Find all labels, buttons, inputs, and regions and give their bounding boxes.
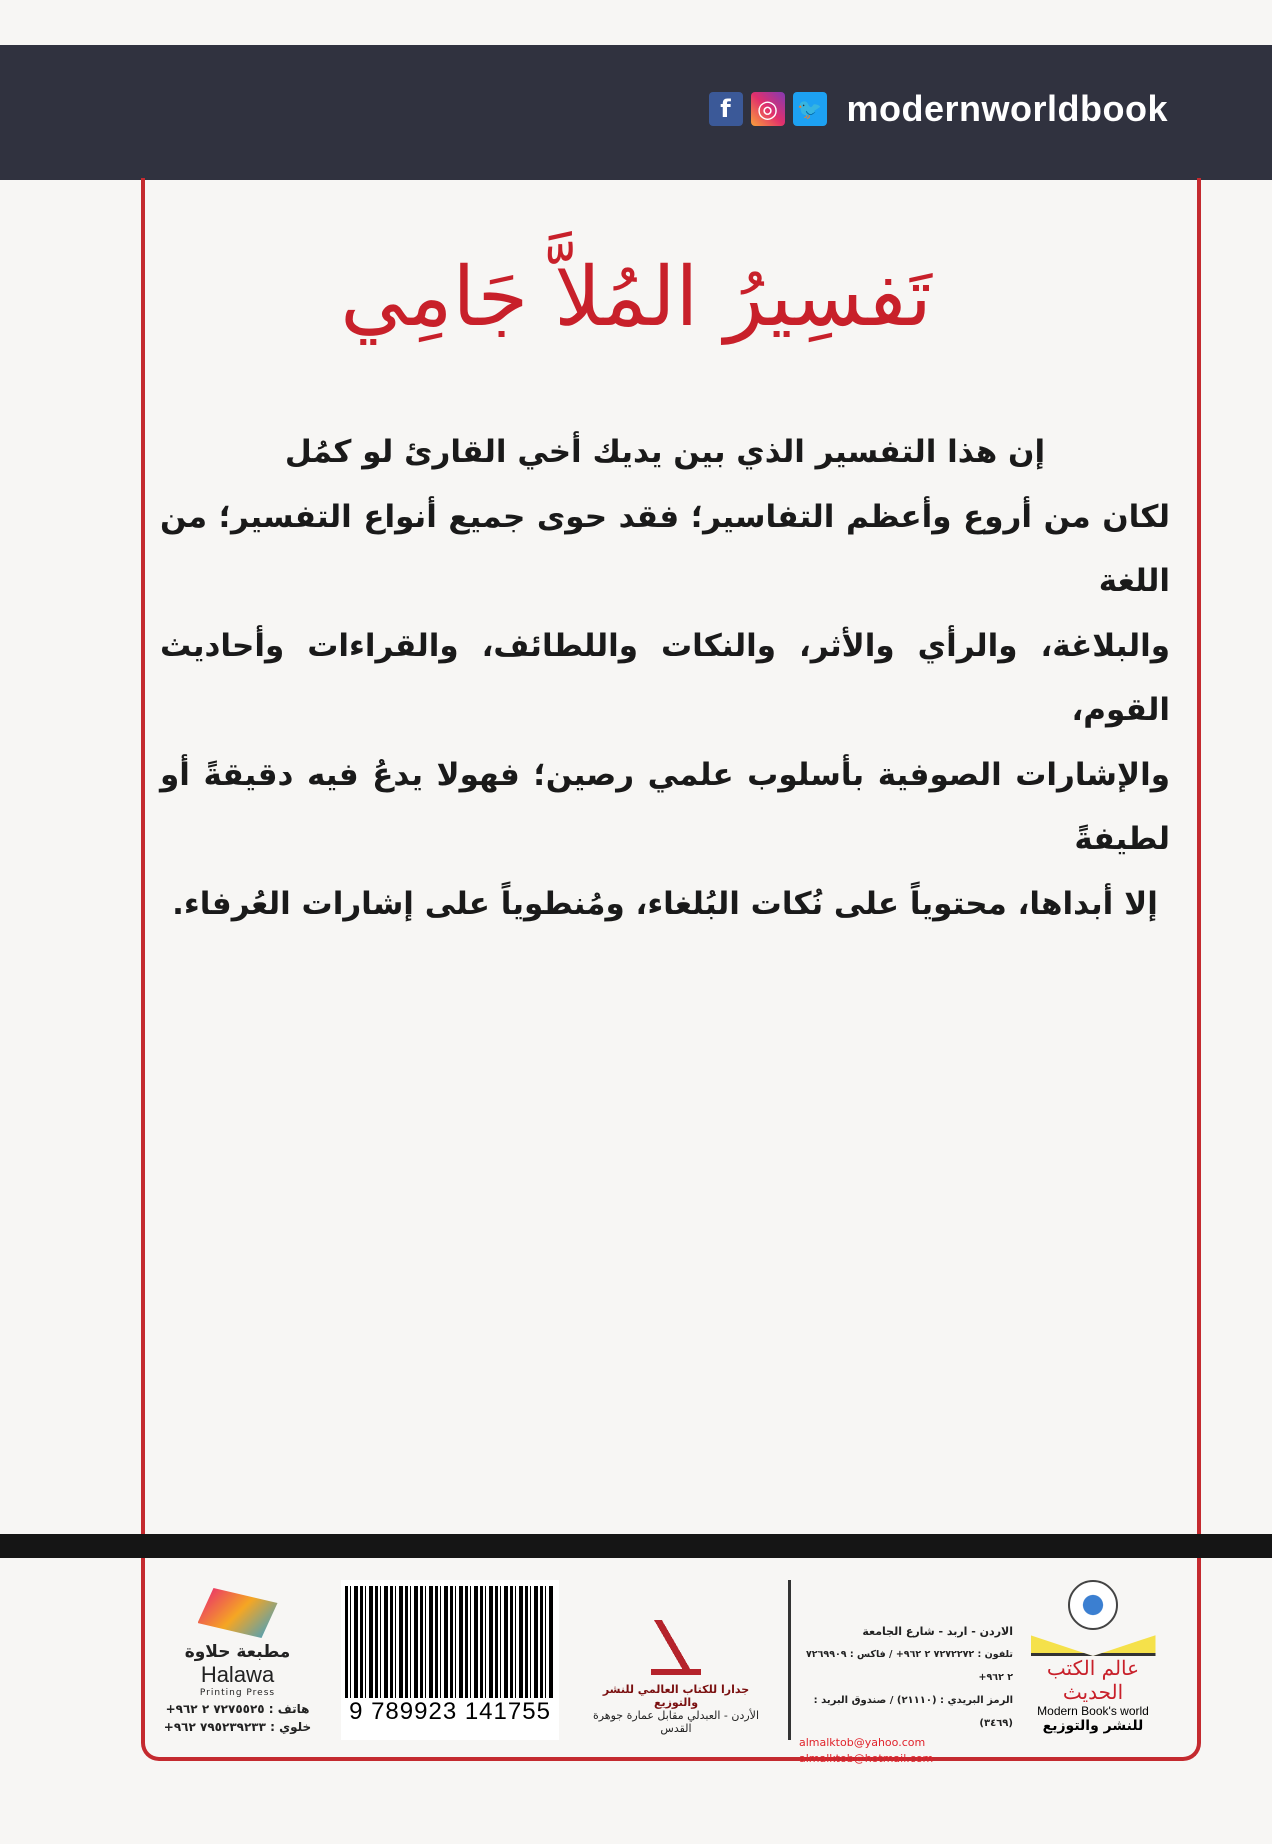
email-link[interactable]: almalktob@yahoo.com <box>799 1736 926 1749</box>
printer-sub: Printing Press <box>199 1688 276 1698</box>
book-title: تَفسِيرُ المُلاَّ جَامِي <box>340 250 932 345</box>
publisher-name-ar: عالم الكتب الحديث <box>1046 1656 1140 1704</box>
blurb-line: لكان من أروع وأعظم التفاسير؛ فقد حوى جميع أنواع التفسير؛ من اللغة <box>160 498 1170 599</box>
barcode <box>341 1580 559 1740</box>
red-frame <box>141 178 1201 1761</box>
instagram-icon: ◎ <box>751 92 785 126</box>
twitter-icon: 🐦 <box>793 92 827 126</box>
contact-phone: تلفون : ٧٢٧٢٢٧٢ ٢ ٩٦٢+ / فاكس : ٧٢٦٩٩٠٩ ٢ ٩٦٢+ <box>806 1649 1013 1683</box>
social-links <box>709 88 1169 130</box>
distributor-address: الأردن - العبدلي مقابل عمارة جوهرة القدس <box>592 1709 760 1735</box>
publisher-name-en: Modern Book's world <box>1037 1704 1149 1718</box>
blurb <box>160 420 1170 936</box>
blurb-line: والبلاغة، والرأي والأثر، والنكات واللطائف، والقراءات وأحاديث القوم، <box>160 627 1170 728</box>
distributor-name: جدارا للكتاب العالمي للنشر والتوزيع <box>602 1683 750 1709</box>
email-link[interactable]: almalktob@hotmail.com <box>799 1752 934 1765</box>
printer-name-ar: مطبعة حلاوة <box>184 1642 291 1662</box>
contact-block <box>788 1580 1013 1765</box>
printer-mobile: خلوي : ٧٩٥٢٣٩٢٣٣ ٩٦٢+ <box>163 1720 312 1734</box>
blurb-line: والإشارات الصوفية بأسلوب علمي رصين؛ فهولا يدعُ فيه دقيقةً أو لطيفةً <box>160 756 1170 857</box>
globe-icon <box>1068 1580 1118 1630</box>
contact-address: الاردن - اربد - شارع الجامعة <box>862 1625 1013 1638</box>
facebook-icon: f <box>709 92 743 126</box>
contact-postal: الرمز البريدي : (٢١١١٠) / صندوق البريد : (٣٤٦٩) <box>813 1695 1013 1729</box>
social-handle: modernworldbook <box>846 88 1168 129</box>
blurb-line: إن هذا التفسير الذي بين يديك أخي القارئ لو كمُل <box>284 434 1046 470</box>
pegasus-logo-icon <box>198 1588 278 1638</box>
open-book-icon <box>1031 1630 1156 1656</box>
publisher-tagline: للنشر والتوزيع <box>1042 1718 1144 1734</box>
barcode-bars <box>345 1586 555 1698</box>
divider-bar <box>0 1534 1272 1558</box>
distributor-block <box>588 1580 764 1740</box>
footer <box>160 1580 1190 1765</box>
isbn-number: 9 789923 141755 <box>349 1698 551 1725</box>
printer-name-en: Halawa <box>200 1662 275 1687</box>
jadara-logo-icon <box>651 1620 701 1675</box>
printer-phone: هاتف : ٧٢٧٥٥٢٥ ٢ ٩٦٢+ <box>165 1702 310 1716</box>
blurb-line: إلا أبداها، محتوياً على نُكات البُلغاء، ومُنطوياً على إشارات العُرفاء. <box>172 885 1158 922</box>
publisher-block <box>1023 1580 1163 1740</box>
printer-block <box>160 1580 315 1740</box>
